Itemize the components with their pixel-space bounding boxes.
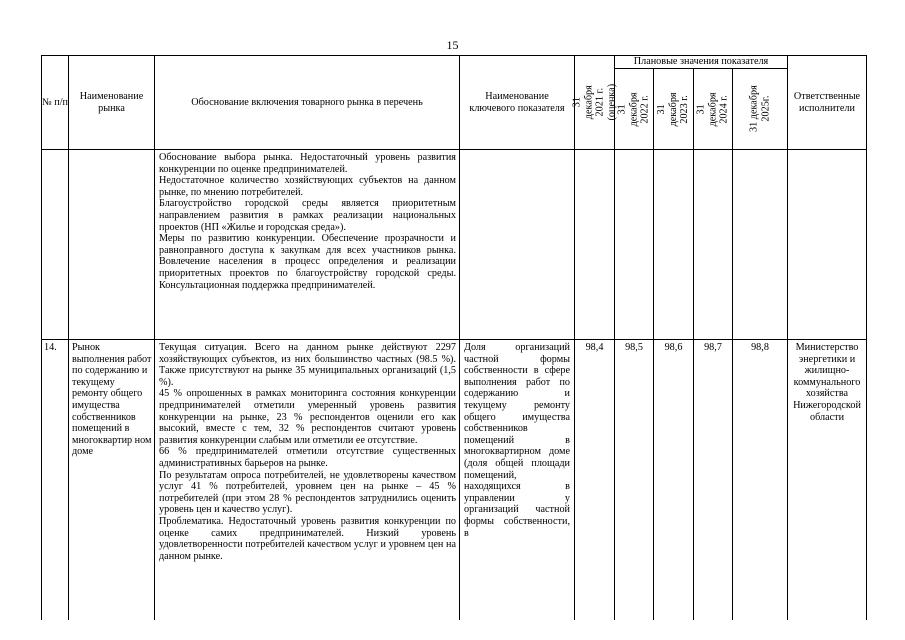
header-year-2022: 31 декабря 2022 г. [616,92,651,126]
header-market: Наименование рынка [79,90,144,114]
col-line [866,55,867,620]
rationale-paragraph: Меры по развитию конкуренции. Обеспечение прозрачности и равноправного доступа к закупкам для всех участников рынка. Вовлечение населения в процесс определения и реализации приоритетных проектов по благоустройству городской среды. Консультационная поддержка предпринимателей. [159,233,456,291]
row-14-indicator: Доля организаций частной формы собственности в сфере выполнения работ по содержанию и текущему ремонту общего имущества собственников помещений в многоквартирном доме (доля общей площади помещений, находящихся в управлении у организаций частной формы собственности, в [464,342,570,539]
header-responsible: Ответственные исполнители [793,90,861,114]
row-14-value-2023: 98,6 [664,342,683,353]
row-14-num: 14. [44,342,57,353]
rationale-paragraph: Недостаточное количество хозяйствующих субъектов на данном рынке, по мнению потребителей. [159,175,456,198]
row-14-value-2025: 98,8 [751,342,769,353]
row-14-value-2022: 98,5 [625,342,643,353]
header-bottom-border [41,149,867,150]
continuation-rationale [159,152,456,291]
rationale-paragraph: Текущая ситуация. Всего на данном рынке действуют 2297 хозяйствующих субъектов, из них большинство частных (98.5 %). Также присутствуют на рынке 35 муниципальных организаций (1,5 %). [159,342,456,388]
rationale-paragraph: Проблематика. Недостаточный уровень развития конкуренции по оценке самих предпринимателей. Низкий уровень удовлетворенности потребителей качеством услуг и уровнем цен на данном рынке. [159,515,456,562]
header-year-2025: 31 декабря 2025г. [748,85,771,133]
rationale-paragraph: 66 % предпринимателей отметили отсутствие существенных административных барьеров на рынке. [159,446,456,469]
row-separator [41,339,867,340]
col-line [459,55,460,620]
rationale-paragraph: По результатам опроса потребителей, не удовлетворены качеством услуг 41 % потребителей, уровнем цен на рынке – 45 % потребителей (при этом 28 % респондентов затруднились оценить уровень цен и качество услуг). [159,469,456,516]
rationale-paragraph: Обоснование выбора рынка. Недостаточный уровень развития конкуренции по оценке предпринимателей. [159,152,456,175]
row-14-market: Рынок выполнения работ по содержанию и текущему ремонту общего имущества собственников помещений в многоквартир ном доме [72,342,152,458]
header-indicator: Наименование ключевого показателя [469,90,565,114]
header-year-2023: 31 декабря 2023 г. [656,92,691,126]
header-year-2024: 31 декабря 2024 г. [695,92,730,126]
header-planned-values: Плановые значения показателя [633,56,769,68]
rationale-paragraph: Благоустройство городской среды является приоритетным направлением развития в рамках реализации национальных проектов (НП «Жилье и городская среда»). [159,198,456,233]
row-14-value-2024: 98,7 [704,342,722,353]
page-number: 15 [446,38,459,52]
header-rationale: Обоснование включения товарного рынка в перечень [191,96,423,108]
row-14-value-2021: 98,4 [585,342,604,353]
row-14-responsible: Министерство энергетики и жилищно-коммунального хозяйства Нижегородской области [793,342,861,423]
rationale-paragraph: 45 % опрошенных в рамках мониторинга состояния конкуренции предпринимателей отметили умеренный уровень развития конкуренции на рынке, 23 % респондентов оценили его как высокий, вместе с тем, 32 % респондентов считают уровень развития конкуренции слабым или отметили ее отсутствие. [159,388,456,446]
header-estimate-2021: 31 декабря 2021 г. (оценка) [571,84,618,121]
row-14-rationale [159,342,456,619]
header-num: № п/п [42,96,69,108]
